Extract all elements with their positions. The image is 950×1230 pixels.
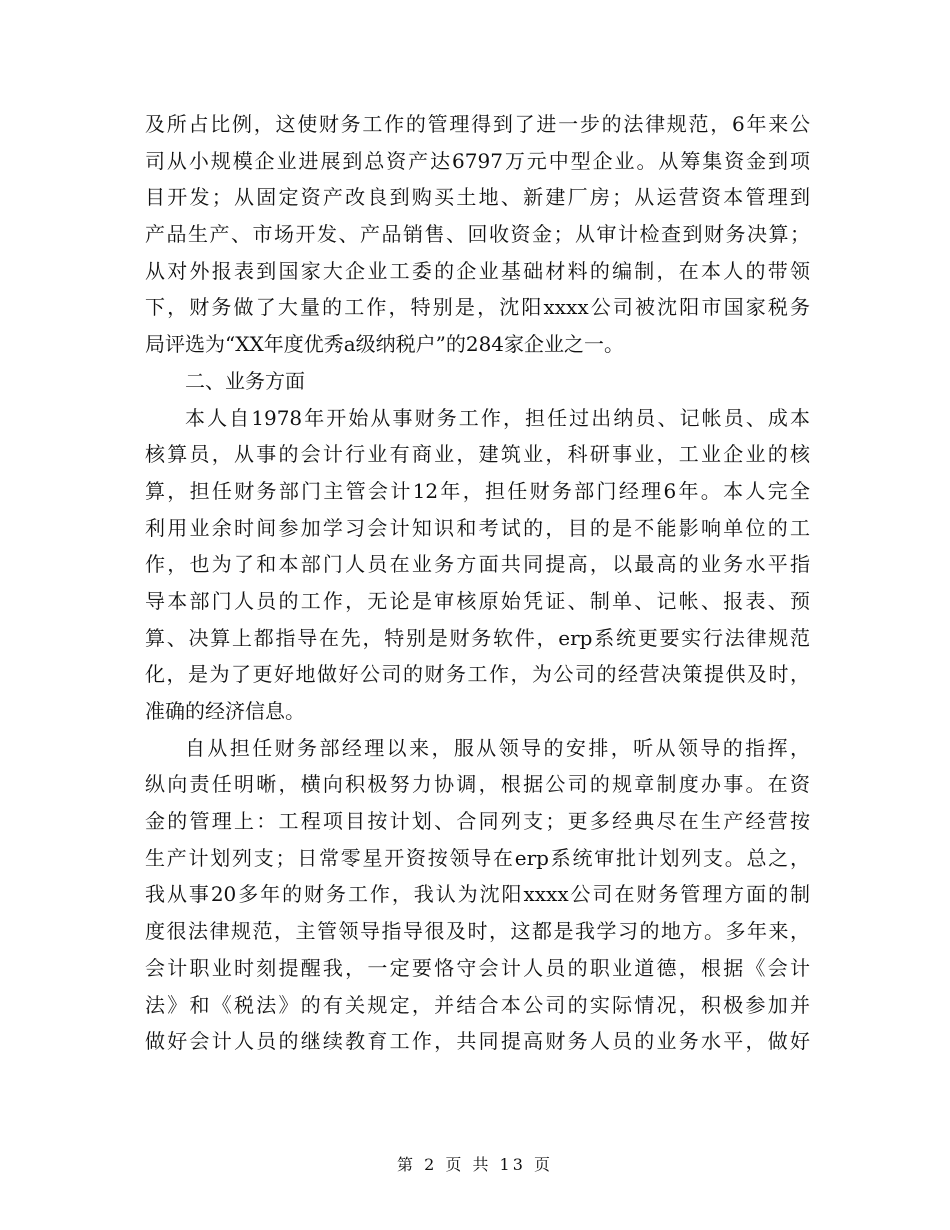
text-line: 核算员，从事的会计行业有商业，建筑业，科研事业，工业企业的核: [145, 442, 810, 467]
text-line: 司从小规模企业进展到总资产达6797万元中型企业。从筹集资金到项: [145, 148, 810, 173]
text-line: 作，也为了和本部门人员在业务方面共同提高，以最高的业务水平指: [145, 552, 810, 577]
text-line: 目开发；从固定资产改良到购买土地、新建厂房；从运营资本管理到: [145, 185, 810, 210]
text-line: 二、业务方面: [185, 368, 305, 393]
text-line: 法》和《税法》的有关规定，并结合本公司的实际情况，积极参加并: [145, 992, 810, 1017]
text-line: 生产计划列支；日常零星开资按领导在erp系统审批计划列支。总之，: [145, 845, 810, 870]
text-line: 产品生产、市场开发、产品销售、回收资金；从审计检查到财务决算；: [145, 222, 810, 247]
text-line: 纵向责任明晰，横向积极努力协调，根据公司的规章制度办事。在资: [145, 772, 810, 797]
page-number-footer: 第 2 页 共 13 页: [397, 1155, 553, 1174]
text-line: 导本部门人员的工作，无论是审核原始凭证、制单、记帐、报表、预: [145, 588, 810, 613]
text-line: 化，是为了更好地做好公司的财务工作，为公司的经营决策提供及时，: [145, 662, 810, 687]
text-line: 及所占比例，这使财务工作的管理得到了进一步的法律规范，6年来公: [145, 112, 810, 136]
text-line: 算，担任财务部门主管会计12年，担任财务部门经理6年。本人完全: [145, 478, 810, 503]
text-line: 利用业余时间参加学习会计知识和考试的，目的是不能影响单位的工: [145, 515, 810, 540]
text-line: 从对外报表到国家大企业工委的企业基础材料的编制，在本人的带领: [145, 258, 810, 283]
text-line: 本人自1978年开始从事财务工作，担任过出纳员、记帐员、成本: [185, 405, 810, 430]
text-line: 会计职业时刻提醒我，一定要恪守会计人员的职业道德，根据《会计: [145, 955, 810, 980]
text-line: 金的管理上：工程项目按计划、合同列支；更多经典尽在生产经营按: [145, 809, 810, 834]
document-body: [145, 106, 810, 1060]
text-line: 下，财务做了大量的工作，特别是，沈阳xxxx公司被沈阳市国家税务: [145, 295, 810, 320]
text-line: 准确的经济信息。: [145, 699, 305, 723]
text-line: 度很法律规范，主管领导指导很及时，这都是我学习的地方。多年来，: [145, 919, 810, 944]
text-line: 局评选为“XX年度优秀a级纳税户”的284家企业之一。: [145, 332, 625, 357]
text-line: 做好会计人员的继续教育工作，共同提高财务人员的业务水平，做好: [145, 1029, 810, 1054]
text-line: 算、决算上都指导在先，特别是财务软件，erp系统更要实行法律规范: [145, 625, 810, 650]
text-line: 我从事20多年的财务工作，我认为沈阳xxxx公司在财务管理方面的制: [145, 882, 810, 907]
text-line: 自从担任财务部经理以来，服从领导的安排，听从领导的指挥，: [185, 735, 810, 760]
